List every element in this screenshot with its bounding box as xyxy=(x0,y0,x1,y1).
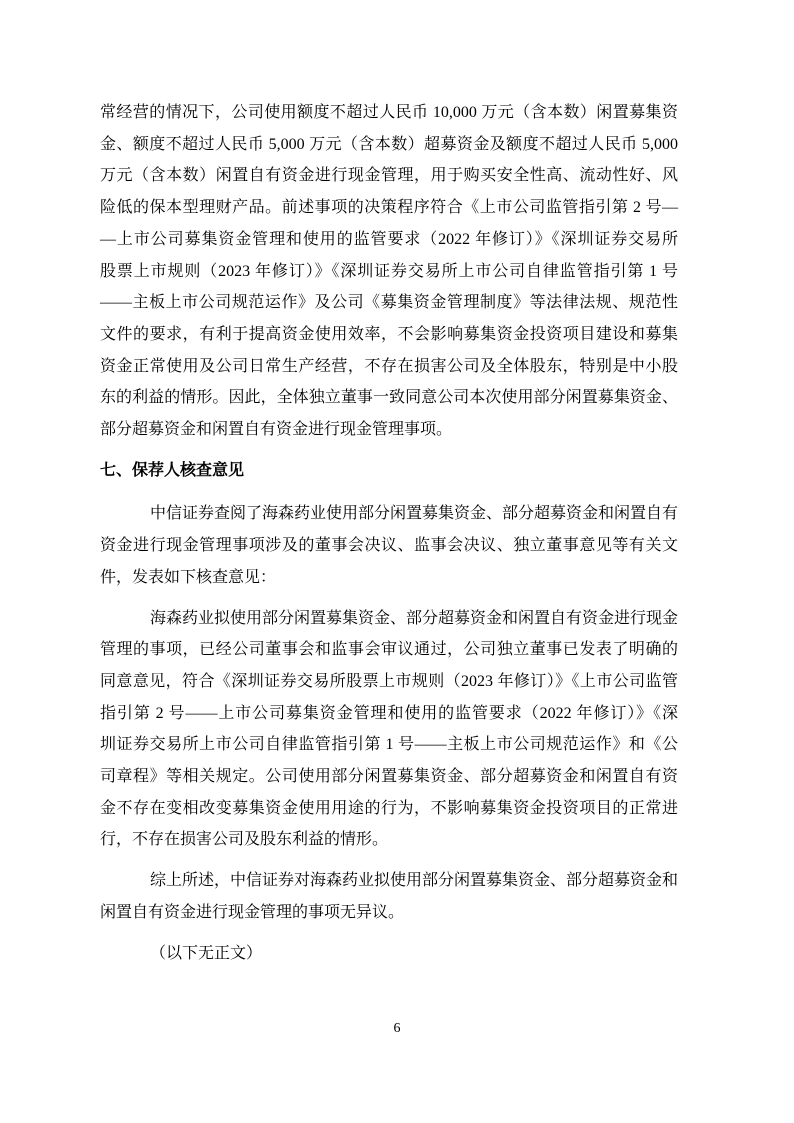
paragraph-conclusion xyxy=(100,865,678,928)
text-line: 资金正常使用及公司日常生产经营，不存在损害公司及全体股东，特别是中小股 xyxy=(100,357,678,375)
text-line: 中信证券查阅了海森药业使用部分闲置募集资金、部分超募资金和闲置自有 xyxy=(150,505,679,523)
text-line: 股票上市规则（2023 年修订）》《深圳证券交易所上市公司自律监管指引第 1 号 xyxy=(100,262,678,280)
text-line: 圳证券交易所上市公司自律监管指引第 1 号——主板上市公司规范运作》和《公 xyxy=(100,736,678,754)
text-line: 部分超募资金和闲置自有资金进行现金管理事项。 xyxy=(100,421,453,439)
paragraph-review-documents xyxy=(100,498,678,593)
text-line: 常经营的情况下，公司使用额度不超过人民币 10,000 万元（含本数）闲置募集资 xyxy=(100,104,678,121)
text-line: 司章程》等相关规定。公司使用部分闲置募集资金、部分超募资金和闲置自有资 xyxy=(100,768,678,786)
text-line: （以下无正文） xyxy=(150,944,263,962)
text-line: —上市公司募集资金管理和使用的监管要求（2022 年修订）》《深圳证券交易所 xyxy=(100,230,678,248)
text-line: 万元（含本数）闲置自有资金进行现金管理，用于购买安全性高、流动性好、风 xyxy=(100,167,678,185)
text-line: 金、额度不超过人民币 5,000 万元（含本数）超募资金及额度不超过人民币 5,000 xyxy=(100,135,678,153)
text-line: 闲置自有资金进行现金管理的事项无异议。 xyxy=(100,903,405,921)
text-line: 综上所述，中信证券对海森药业拟使用部分闲置募集资金、部分超募资金和 xyxy=(150,872,679,890)
paragraph-review-opinion xyxy=(100,603,678,857)
text-line: 文件的要求，有利于提高资金使用效率，不会影响募集资金投资项目建设和募集 xyxy=(100,325,678,343)
paragraph-end-note xyxy=(100,938,678,970)
paragraph-cash-management-resolution xyxy=(100,97,678,446)
text-line: 海森药业拟使用部分闲置募集资金、部分超募资金和闲置自有资金进行现金 xyxy=(150,609,679,627)
text-line: 行，不存在损害公司及股东利益的情形。 xyxy=(100,831,389,849)
text-line: 管理的事项，已经公司董事会和监事会审议通过，公司独立董事已发表了明确的 xyxy=(100,641,678,659)
text-line: 金不存在变相改变募集资金使用用途的行为，不影响募集资金投资项目的正常进 xyxy=(100,799,678,817)
text-line: 同意意见，符合《深圳证券交易所股票上市规则（2023 年修订）》《上市公司监管 xyxy=(100,672,678,690)
text-line: 东的利益的情形。因此，全体独立董事一致同意公司本次使用部分闲置募集资金、 xyxy=(100,389,678,407)
text-line: 资金进行现金管理事项涉及的董事会决议、监事会决议、独立董事意见等有关文 xyxy=(100,537,678,555)
text-line: 险低的保本型理财产品。前述事项的决策程序符合《上市公司监管指引第 2 号— xyxy=(100,199,678,217)
text-line: 件，发表如下核查意见： xyxy=(100,568,277,586)
document-body xyxy=(100,97,678,978)
page-number: 6 xyxy=(393,1021,401,1036)
text-line: ——主板上市公司规范运作》及公司《募集资金管理制度》等法律法规、规范性 xyxy=(100,294,678,312)
text-line: 指引第 2 号——上市公司募集资金管理和使用的监管要求（2022 年修订）》《深 xyxy=(100,704,678,722)
section-heading-sponsor-review: 七、保荐人核查意见 xyxy=(100,461,245,479)
